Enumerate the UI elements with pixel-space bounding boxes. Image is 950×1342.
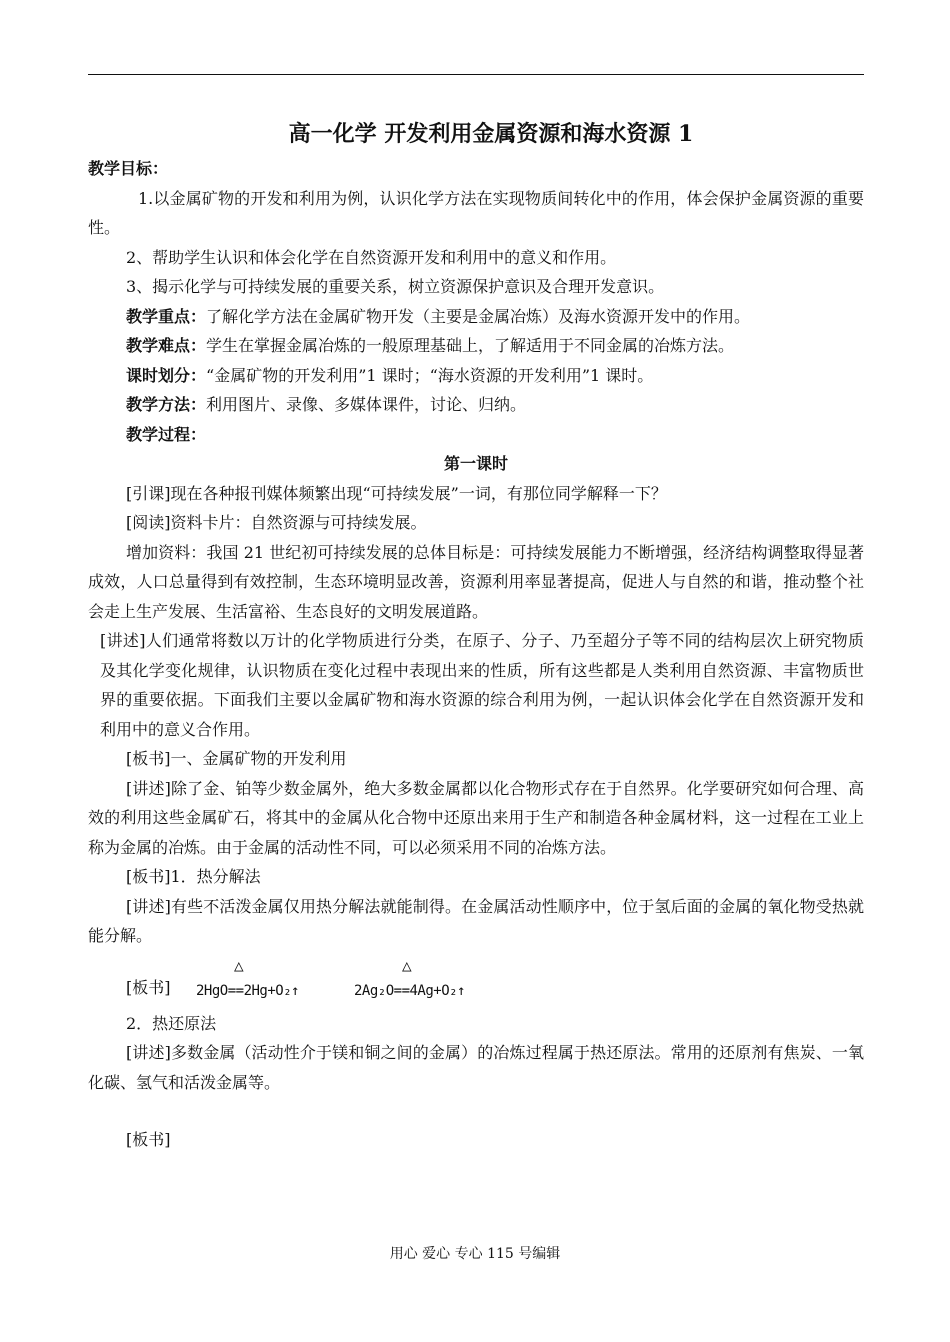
key-points: 教学重点：了解化学方法在金属矿物开发（主要是金属冶炼）及海水资源开发中的作用。 xyxy=(126,306,751,326)
header-rule xyxy=(88,74,864,75)
schedule: 课时划分：“金属矿物的开发利用”1 课时；“海水资源的开发利用”1 课时。 xyxy=(126,365,654,385)
methods: 教学方法：利用图片、录像、多媒体课件，讨论、归纳。 xyxy=(126,395,527,414)
lecture-paragraph-3: [讲述]有些不活泼金属仅用热分解法就能制得。在金属活动性顺序中，位于氢后面的金属的氧化物受热就能分解。 xyxy=(88,896,864,945)
extra-paragraph: 增加资料：我国 21 世纪初可持续发展的总体目标是：可持续发展能力不断增强，经济结构调整取得显著成效，人口总量得到有效控制，生态环境明显改善，资源利用率显著提高，促进人与自然的和谐，推动整个社会走上生产发展、生活富裕、生态良好的文明发展道路。 xyxy=(88,542,864,621)
equation-line xyxy=(88,951,864,1009)
board-paragraph-1: [板书]一、金属矿物的开发利用 xyxy=(126,749,347,768)
lecture-paragraph-4: [讲述]多数金属（活动性介于镁和铜之间的金属）的冶炼过程属于热还原法。常用的还原剂有焦炭、一氧化碳、氢气和活泼金属等。 xyxy=(88,1043,864,1092)
objective-item-2: 2、帮助学生认识和体会化学在自然资源开发和利用中的意义和作用。 xyxy=(126,247,617,267)
intro-paragraph: [引课]现在各种报刊媒体频繁出现“可持续发展”一词，有那位同学解释一下？ xyxy=(126,483,667,503)
objective-item-3: 3、揭示化学与可持续发展的重要关系，树立资源保护意识及合理开发意识。 xyxy=(126,277,665,296)
page-footer: 用心 爱心 专心 115 号编辑 xyxy=(389,1246,561,1262)
page-title: 高一化学 开发利用金属资源和海水资源 1 xyxy=(288,121,694,147)
heat-symbol-2: △ xyxy=(402,955,412,975)
process-heading: 教学过程： xyxy=(126,424,207,444)
lecture-paragraph-2: [讲述]除了金、铂等少数金属外，绝大多数金属都以化合物形式存在于自然界。化学要研究如何合理、高效的利用这些金属矿石，将其中的金属从化合物中还原出来用于生产和制造各种金属材料，这一过程在工业上称为金属的冶炼。由于金属的活动性不同，可以必须采用不同的冶炼方法。 xyxy=(88,778,864,857)
equation-1-formula: 2HgO==2Hg+O₂↑ xyxy=(196,982,300,999)
reading-paragraph: [阅读]资料卡片：自然资源与可持续发展。 xyxy=(126,513,427,532)
method-2-heading: 2．热还原法 xyxy=(126,1013,217,1033)
board-label-3: [板书] xyxy=(126,977,171,997)
board-paragraph-2: [板书]1．热分解法 xyxy=(126,867,261,886)
heat-symbol-1: △ xyxy=(234,955,244,975)
objectives-heading: 教学目标： xyxy=(88,159,169,178)
board-paragraph-4: [板书] xyxy=(126,1130,171,1149)
objective-item-1: 1.以金属矿物的开发和利用为例，认识化学方法在实现物质间转化中的作用，体会保护金属资源的重要性。 xyxy=(88,188,864,237)
section-title: 第一课时 xyxy=(443,454,508,473)
lecture-paragraph-1: [讲述]人们通常将数以万计的化学物质进行分类，在原子、分子、乃至超分子等不同的结构层次上研究物质及其化学变化规律，认识物质在变化过程中表现出来的性质，所有这些都是人类利用自然资源、丰富物质世界的重要依据。下面我们主要以金属矿物和海水资源的综合利用为例，一起认识体会化学在自然资源开发和利用中的意义合作用。 xyxy=(100,631,864,739)
equation-2-formula: 2Ag₂O==4Ag+O₂↑ xyxy=(354,982,466,999)
difficulties: 教学难点：学生在掌握金属冶炼的一般原理基础上，了解适用于不同金属的冶炼方法。 xyxy=(126,336,735,355)
document-body xyxy=(88,116,864,1155)
